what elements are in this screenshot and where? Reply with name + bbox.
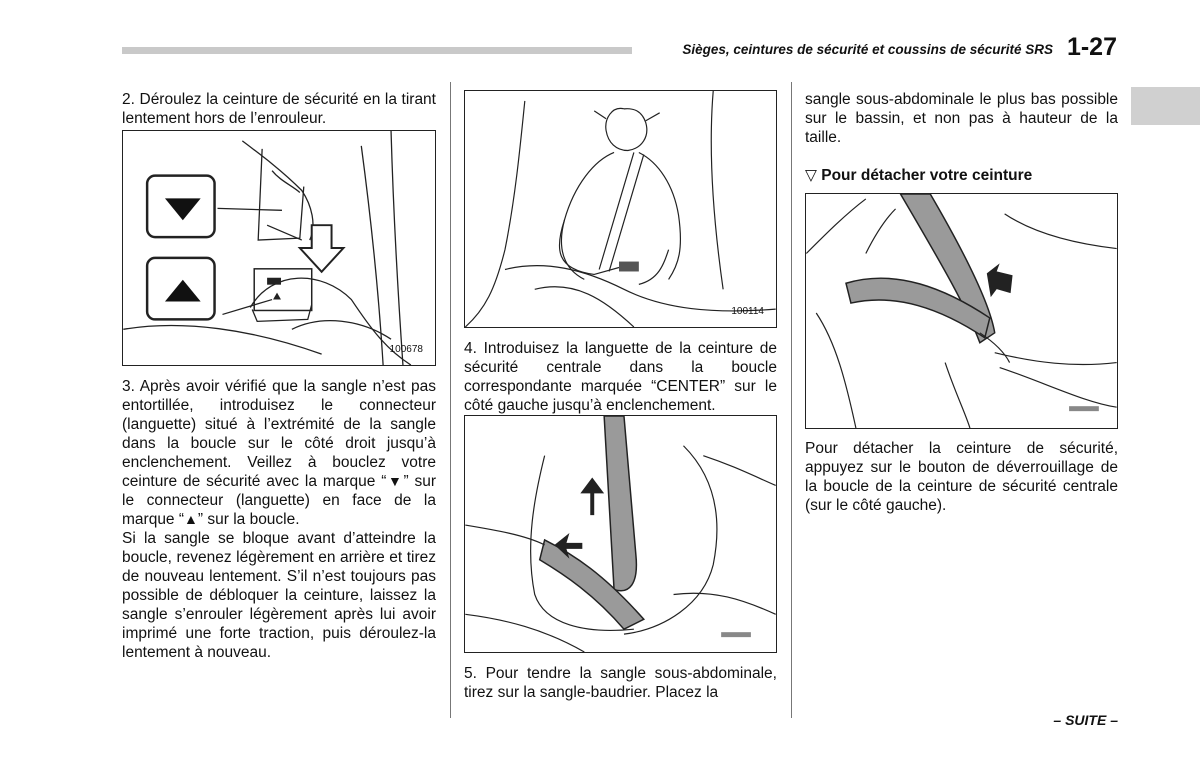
unbuckle-text: Pour détacher la ceinture de sécurité, appuyez sur le bouton de déverrouillage de la boucle de la ceinture de sécurité centrale (sur le côté gauche). xyxy=(805,440,1118,514)
step-3-note: Si la sangle se bloque avant d’atteindre la boucle, revenez légèrement en arrière et tirez de nouveau lentement. S’il n’est toujours pas possible de débloquer la ceinture, laissez la sangle s’enrouler légèrement après lui avoir imprimé une forte traction, puis déroulez-la lentement à nouveau. xyxy=(122,530,436,661)
section-title: Sièges, ceintures de sécurité et coussins de sécurité SRS xyxy=(682,42,1053,57)
step-3-text xyxy=(122,377,436,529)
step-3-part-3: ” sur la boucle. xyxy=(197,511,300,528)
step-3-part-2: ” sur le connecteur (languette) en face de la marque “ xyxy=(122,473,437,528)
step-3-part-1: 3. Après avoir vérifié que la sangle n’est pas entortillée, introduisez le connecteur (languette) situé à l’extrémité de la sangle dans la boucle sur le côté droit jusqu’à enclenchement. Veillez à bouclez votre ceinture de sécurité avec la marque “ xyxy=(122,378,436,490)
column-divider xyxy=(450,82,451,718)
figure-fastening-center-belt xyxy=(464,90,777,328)
figure-buckle-insertion xyxy=(464,415,777,653)
figure-unbuckling xyxy=(805,193,1118,429)
step-4-text: 4. Introduisez la languette de la ceinture de sécurité centrale dans la boucle correspondante marquée “CENTER” sur le côté gauche jusqu’à enclenchement. xyxy=(464,340,777,414)
section-heading xyxy=(805,166,1032,185)
chapter-tab xyxy=(1131,87,1200,125)
figure-number: 100678 xyxy=(389,344,423,355)
unbuckling-illustration xyxy=(806,194,1117,428)
heading-text: Pour détacher votre ceinture xyxy=(821,167,1033,184)
heading-triangle-icon: ▽ xyxy=(805,167,817,184)
column-divider xyxy=(791,82,792,718)
step-5-text: 5. Pour tendre la sangle sous-abdominale, tirez sur la sangle-baudrier. Placez la xyxy=(464,665,777,701)
header-rule xyxy=(122,47,632,54)
figure-number: 100114 xyxy=(731,306,764,317)
triangle-down-icon: ▼ xyxy=(386,473,404,489)
buckle-insertion-illustration xyxy=(465,416,776,652)
buckle-illustration xyxy=(123,131,435,365)
page-number: 1-27 xyxy=(1066,33,1117,61)
continuation-text: sangle sous-abdominale le plus bas possible sur le bassin, et non pas à hauteur de la taille. xyxy=(805,91,1118,146)
triangle-up-icon: ▲ xyxy=(184,511,198,527)
continued-marker: – SUITE – xyxy=(1053,712,1118,728)
figure-buckle-marks xyxy=(122,130,436,366)
seated-person-illustration xyxy=(465,91,776,327)
step-2-text: 2. Déroulez la ceinture de sécurité en la tirant lentement hors de l’enrouleur. xyxy=(122,91,436,127)
